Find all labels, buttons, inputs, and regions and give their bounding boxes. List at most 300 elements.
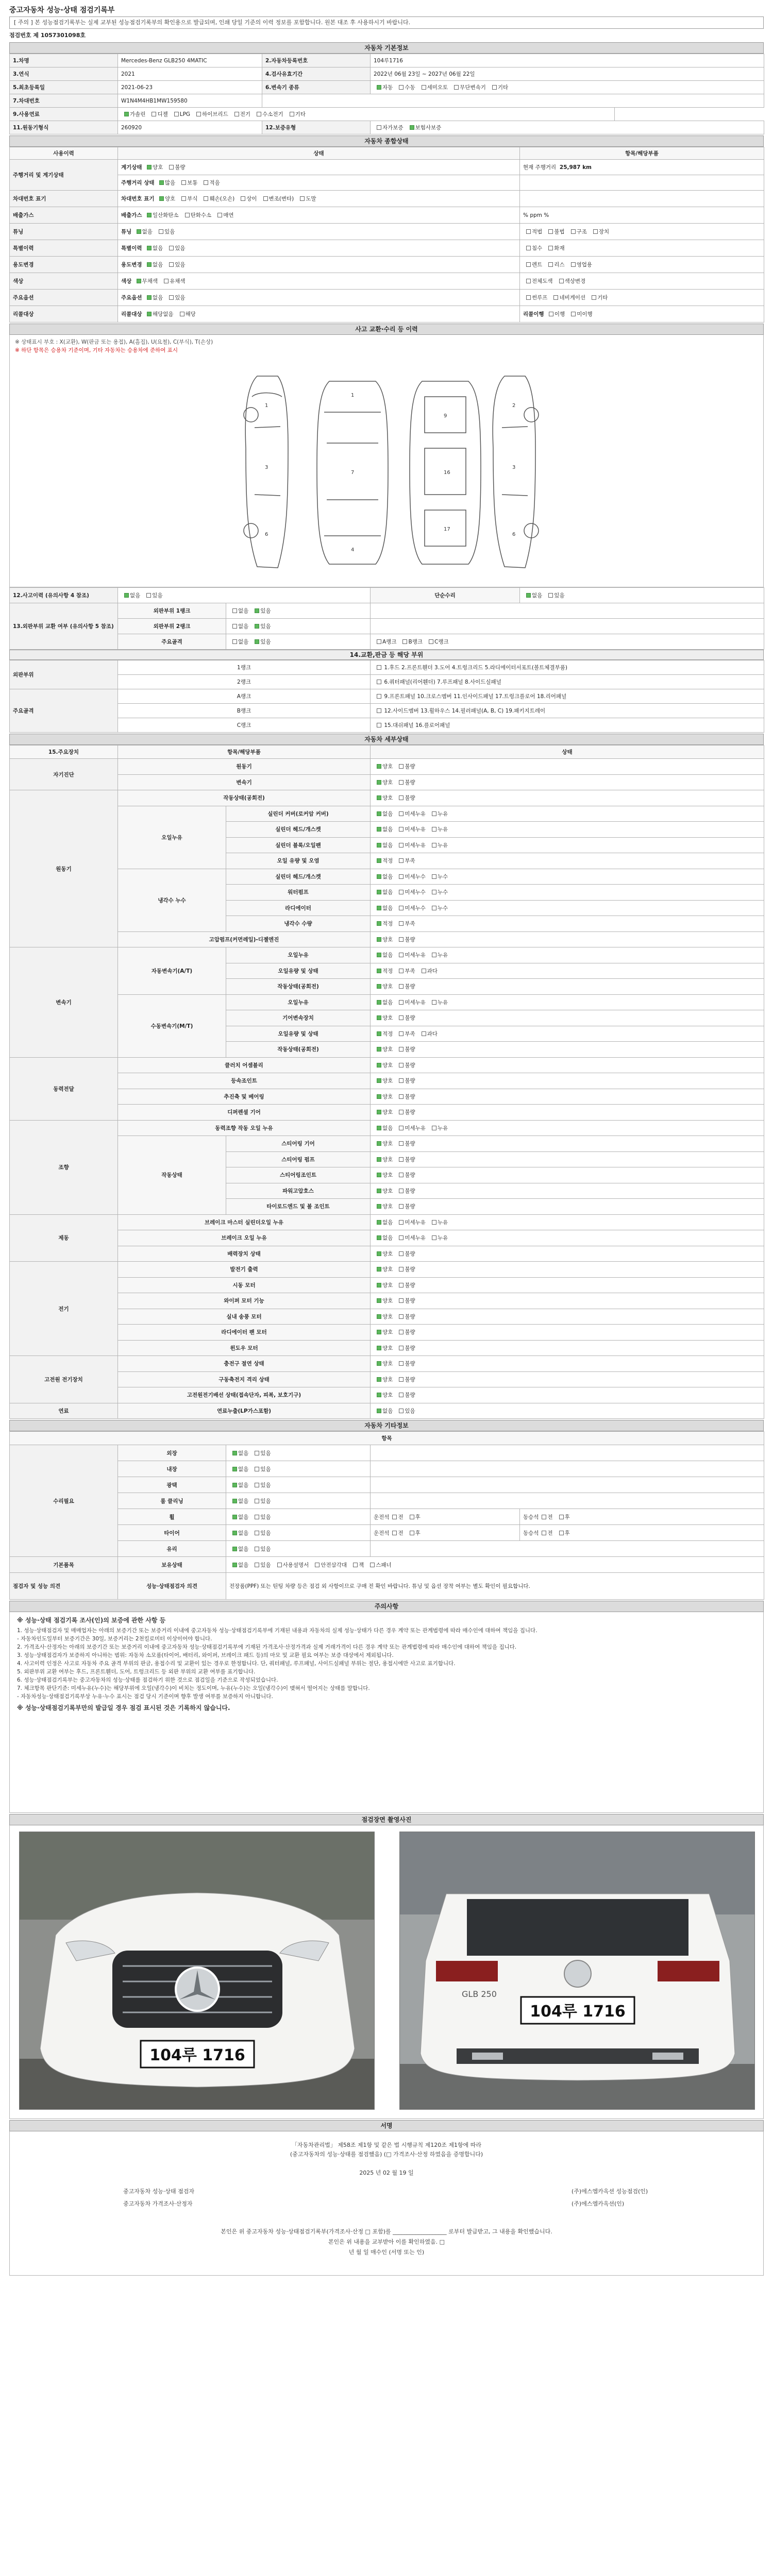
- checkbox-icon: [377, 1189, 381, 1193]
- svg-text:3: 3: [512, 465, 516, 470]
- checkbox-option: 미세누유: [396, 998, 426, 1006]
- etc-row: 수리필요 외장 없음 있음: [10, 1445, 764, 1461]
- checkbox-option: 있음: [251, 622, 271, 630]
- checkbox-icon: [399, 780, 404, 785]
- notes-block: [9, 1612, 764, 1813]
- checkbox-option: 장치: [590, 228, 609, 235]
- checkbox-icon: [255, 624, 259, 629]
- checkbox-icon: [399, 1094, 404, 1099]
- checkbox-option: 적법: [523, 228, 542, 235]
- buyer-date-line: 년 월 일 매수인 (서명 또는 인): [348, 2249, 425, 2256]
- checkbox-icon: [377, 1078, 381, 1083]
- checkbox-icon: [377, 1393, 381, 1397]
- checkbox-icon: [377, 984, 381, 989]
- checkbox-option: 양호: [374, 1281, 393, 1289]
- sign-date: 2025 년 02 월 19 일: [359, 2170, 414, 2176]
- checkbox-icon: [399, 1298, 404, 1303]
- grade-row: C랭크 15.대쉬패널 16.플로어패널: [10, 718, 764, 733]
- checkbox-icon: [399, 1000, 404, 1005]
- checkbox-option: 없음: [374, 1234, 393, 1242]
- rear-photo: [399, 1832, 755, 2110]
- detail-row: 오일유량 및 상태 적정 부족 과다: [10, 963, 764, 979]
- checkbox-icon: [204, 196, 208, 201]
- checkbox-option: 불량: [396, 982, 415, 990]
- checkbox-option: 전: [389, 1529, 403, 1537]
- checkbox-option: 누유: [429, 998, 448, 1006]
- checkbox-icon: [377, 843, 381, 848]
- checkbox-option: 불량: [396, 794, 415, 802]
- checkbox-icon: [526, 262, 531, 267]
- checkbox-icon: [255, 1563, 259, 1567]
- note-line: - 자동차성능·상태점검기록부상 누유·누수 표시는 점검 당시 기준이며 향후 발생 여부를 보증하지 아니합니다.: [17, 1693, 273, 1700]
- basic-row: 3.연식 2021 4.검사유효기간 2022년 06월 23일 ~ 2027년 06월 22일: [10, 67, 764, 81]
- svg-text:4: 4: [351, 547, 355, 553]
- checkbox-icon: [169, 165, 174, 170]
- checkbox-icon: [277, 1563, 282, 1567]
- checkbox-icon: [232, 1467, 237, 1471]
- document-title: 중고자동차 성능·상태 점검기록부: [9, 6, 115, 14]
- detail-row: 디퍼렌셜 기어 양호 불량: [10, 1105, 764, 1121]
- checkbox-option: 안전삼각대: [312, 1561, 347, 1569]
- car-outline-diagram: [226, 366, 546, 577]
- checkbox-icon: [147, 213, 152, 217]
- checkbox-icon: [180, 312, 184, 316]
- checkbox-option: 있음: [251, 1561, 271, 1569]
- checkbox-icon: [232, 1451, 237, 1455]
- checkbox-icon: [232, 1483, 237, 1487]
- cert-no-label: 점검번호: [9, 32, 31, 39]
- checkbox-option: 불량: [396, 1140, 415, 1147]
- svg-text:2: 2: [512, 403, 516, 409]
- checkbox-option: 부족: [396, 857, 415, 865]
- checkbox-option: 없음: [229, 1529, 248, 1537]
- checkbox-option: 있음: [166, 261, 185, 268]
- fuel-options: [118, 108, 615, 121]
- basic-row: 1.차명 Mercedes-Benz GLB250 4MATIC 2.자동차등록번호 104루1716: [10, 54, 764, 67]
- checkbox-icon: [432, 1000, 436, 1005]
- checkbox-icon: [257, 112, 261, 116]
- checkbox-icon: [147, 295, 152, 300]
- rear-badge: GLB 250: [462, 1989, 497, 1999]
- checkbox-option: 후: [556, 1529, 570, 1537]
- checkbox-option: 부족: [396, 1030, 415, 1038]
- checkbox-option: 양호: [374, 1045, 393, 1053]
- checkbox-option: 없음: [374, 1124, 393, 1132]
- checkbox-icon: [377, 890, 381, 894]
- checkbox-icon: [399, 1235, 404, 1240]
- grade-row: B랭크 12.사이드멤버 13.휠하우스 14.필러패널(A, B, C) 19.패키지트레이: [10, 704, 764, 718]
- checkbox-option: 양호: [374, 778, 393, 786]
- detail-row: 워터펌프 없음 미세누수 누수: [10, 885, 764, 901]
- checkbox-option: 없음: [229, 1497, 248, 1505]
- checkbox-option: 전: [539, 1529, 552, 1537]
- checkbox-icon: [377, 795, 381, 800]
- checkbox-icon: [422, 85, 426, 90]
- checkbox-option: 있음: [251, 1497, 271, 1505]
- checkbox-icon: [542, 1531, 546, 1535]
- cert-no-value: 제 1057301098호: [33, 32, 86, 39]
- checkbox-option: 미세누수: [396, 888, 426, 896]
- checkbox-icon: [377, 1000, 381, 1005]
- checkbox-icon: [542, 1515, 546, 1519]
- checkbox-option: 양호: [156, 195, 175, 202]
- checkbox-icon: [399, 1346, 404, 1350]
- basic-row: 9.사용연료 가솔린 디젤 LPG 하이브리드 전기 수소전기 기타: [10, 108, 764, 121]
- checkbox-option: 영업용: [568, 261, 592, 268]
- checkbox-icon: [432, 874, 436, 879]
- checkbox-option: 불량: [396, 936, 415, 943]
- etc-opinion-row: 점검자 및 성능 의견 성능·상태점검자 의견 전장품(PPF) 또는 틴팅 차량 등은 점검 외 사항이므로 구매 전 확인 바랍니다. 튜닝 및 옵션 장착 여부는 별도 확인이 필요합니다.: [10, 1573, 764, 1600]
- checkbox-option: 가솔린: [121, 110, 145, 118]
- checkbox-option: 후: [407, 1513, 421, 1521]
- checkbox-icon: [159, 180, 164, 185]
- checkbox-option: 자동: [374, 83, 393, 91]
- replacement-parts-header: 14.교환,판금 등 해당 부위: [9, 650, 764, 660]
- checkbox-option: 상이: [238, 195, 257, 202]
- checkbox-option: 기타: [589, 294, 608, 301]
- checkbox-icon: [553, 295, 558, 300]
- detail-row: 고압펌프(커먼레일)-디젤엔진 양호 불량: [10, 931, 764, 947]
- note-line: 7. 체크항목 판단기준: 미세누유(누수)는 해당부위에 오일(냉각수)이 비치는 정도이며, 누유(누수)는 오일(냉각수)이 맺혀서 떨어지는 상태를 말합니다.: [17, 1685, 370, 1691]
- checkbox-icon: [377, 1063, 381, 1067]
- checkbox-option: 불량: [396, 778, 415, 786]
- detail-row: 오일 유량 및 오염 적정 부족: [10, 853, 764, 869]
- checkbox-icon: [377, 764, 381, 769]
- detail-row: 기어변속장치 양호 불량: [10, 1010, 764, 1026]
- checkbox-icon: [377, 1409, 381, 1413]
- checkbox-option: 불량: [396, 1077, 415, 1084]
- grade-row: 2랭크 6.쿼터패널(리어휀더) 7.루프패널 8.사이드실패널: [10, 675, 764, 689]
- checkbox-option: 양호: [374, 1328, 393, 1336]
- note-line: - 자동차인도일부터 보증기간은 30일, 보증거리는 2천킬로미터 이상이어야 합니다.: [17, 1636, 212, 1642]
- checkbox-option: 부족: [396, 967, 415, 975]
- etc-info-header: 자동차 기타정보: [9, 1420, 764, 1431]
- notes-final: ※ 성능·상태점검기록부만의 발급일 경우 점검 표시된 것은 기록하지 않습니다.: [17, 1704, 230, 1711]
- general-row: 리콜대상 리콜대상 해당없음 해당 리콜이행 이행 미이행: [10, 306, 764, 323]
- checkbox-option: 과다: [418, 1030, 438, 1038]
- checkbox-option: 양호: [374, 1077, 393, 1084]
- checkbox-option: 없음: [374, 810, 393, 818]
- checkbox-option: 누유: [429, 951, 448, 959]
- checkbox-icon: [571, 262, 576, 267]
- detail-row: 작동상태(공회전) 양호 불량: [10, 979, 764, 995]
- checkbox-icon: [432, 843, 436, 848]
- checkbox-option: 사용설명서: [274, 1561, 309, 1569]
- checkbox-icon: [432, 811, 436, 816]
- checkbox-option: 양호: [374, 1014, 393, 1022]
- checkbox-icon: [399, 811, 404, 816]
- checkbox-icon: [399, 953, 404, 957]
- checkbox-icon: [399, 1141, 404, 1146]
- checkbox-option: 없음: [374, 998, 393, 1006]
- damage-legend-note: ※ 하단 항목은 승용차 기준이며, 기타 자동차는 승용차에 준하여 표시: [15, 347, 178, 353]
- note-line: 4. 사고이력 인정은 사고로 자동차 주요 골격 부위의 판금, 용접수리 및 교환이 있는 경우로 한정합니다. 단, 쿼터패널, 루프패널, 사이드실패널 부위는 절단, 용접시에만 사고로 표기합니다.: [17, 1660, 456, 1667]
- checkbox-option: 이행: [546, 310, 565, 318]
- checkbox-icon: [174, 112, 179, 116]
- checkbox-icon: [399, 85, 404, 90]
- checkbox-option: 없음: [374, 873, 393, 880]
- detail-row: 전기 발전기 출력 양호 불량: [10, 1262, 764, 1278]
- general-row: 튜닝 튜닝 없음 있음 적법 불법 구조 장치: [10, 224, 764, 240]
- detail-row: 변속기 자동변속기(A/T) 오일누유 없음 미세누유 누유: [10, 947, 764, 963]
- checkbox-icon: [432, 1126, 436, 1130]
- checkbox-icon: [392, 1515, 397, 1519]
- checkbox-icon: [432, 906, 436, 910]
- checkbox-option: 적정: [374, 920, 393, 927]
- general-row: 차대번호 표기 차대번호 표기 양호 부식 훼손(오손) 상이 변조(변타) 도말: [10, 191, 764, 207]
- checkbox-option: 훼손(오손): [200, 195, 234, 202]
- checkbox-option: 적정: [374, 857, 393, 865]
- detail-row: 자기진단 원동기 양호 불량: [10, 759, 764, 775]
- checkbox-option: 있음: [156, 228, 175, 235]
- checkbox-option: 불량: [396, 1360, 415, 1367]
- checkbox-icon: [526, 279, 531, 283]
- checkbox-option: 전: [539, 1513, 552, 1521]
- checkbox-option: 과다: [418, 967, 438, 975]
- sign-header: 서명: [9, 2120, 764, 2131]
- checkbox-option: 디젤: [148, 110, 167, 118]
- checkbox-option: 색상변경: [556, 277, 586, 285]
- checkbox-icon: [377, 1251, 381, 1256]
- checkbox-icon: [377, 811, 381, 816]
- checkbox-icon: [377, 85, 381, 90]
- photos-header: 점검장면 촬영사진: [9, 1814, 764, 1825]
- checkbox-option: 양호: [374, 1344, 393, 1352]
- detail-row: 윈도우 모터 양호 불량: [10, 1340, 764, 1356]
- etc-row: 유리 없음 있음: [10, 1541, 764, 1557]
- checkbox-icon: [399, 969, 404, 973]
- checkbox-icon: [232, 1563, 237, 1567]
- checkbox-option: 있음: [396, 1407, 415, 1415]
- checkbox-option: 잭: [350, 1561, 364, 1569]
- accident-row: 외판부위 2랭크 없음 있음: [10, 619, 764, 634]
- checkbox-icon: [377, 1330, 381, 1334]
- checkbox-option: 없음: [374, 841, 393, 849]
- checkbox-icon: [377, 1346, 381, 1350]
- checkbox-icon: [399, 1361, 404, 1366]
- note-line: 6. 성능·상태점검기록부는 중고자동차의 성능·상태를 점검하기 위한 것으로 점검일을 기준으로 작성되었습니다.: [17, 1677, 278, 1683]
- checkbox-icon: [217, 213, 222, 217]
- etc-info-table: [9, 1431, 764, 1600]
- checkbox-icon: [526, 229, 531, 234]
- checkbox-option: 불량: [396, 1281, 415, 1289]
- checkbox-icon: [377, 953, 381, 957]
- checkbox-icon: [399, 1330, 404, 1334]
- checkbox-icon: [164, 279, 169, 283]
- checkbox-option: 없음: [133, 228, 153, 235]
- checkbox-icon: [399, 1314, 404, 1319]
- checkbox-icon: [399, 764, 404, 769]
- checkbox-option: 있음: [166, 294, 185, 301]
- detail-row: 추진축 및 베어링 양호 불량: [10, 1089, 764, 1105]
- rear-plate-text: 104루 1716: [530, 2003, 626, 2021]
- checkbox-option: 불량: [396, 1187, 415, 1195]
- checkbox-option: 미세누유: [396, 951, 426, 959]
- checkbox-icon: [593, 229, 598, 234]
- damage-legend: ※ 상태표시 부호 : X(교환), W(판금 또는 용접), A(흠집), U(요철), C(부식), T(손상): [15, 339, 213, 345]
- checkbox-option: 리스: [545, 261, 564, 268]
- checkbox-option: LPG: [171, 111, 190, 117]
- checkbox-icon: [392, 1531, 397, 1535]
- detail-row: 스티어링조인트 양호 불량: [10, 1167, 764, 1183]
- checkbox-icon: [559, 1531, 564, 1535]
- checkbox-icon: [377, 827, 381, 832]
- checkbox-option: 불량: [396, 1202, 415, 1210]
- checkbox-option: 미이행: [568, 310, 592, 318]
- detail-row: 브레이크 오일 누유 없음 미세누유 누유: [10, 1230, 764, 1246]
- checkbox-icon: [152, 112, 156, 116]
- checkbox-icon: [377, 680, 381, 684]
- checkbox-icon: [232, 624, 237, 629]
- checkbox-option: 누수: [429, 904, 448, 912]
- checkbox-icon: [454, 85, 459, 90]
- checkbox-icon: [232, 608, 237, 613]
- detail-row: 구동축전지 격리 상태 양호 불량: [10, 1371, 764, 1387]
- svg-text:6: 6: [265, 532, 268, 537]
- sign-block: [9, 2131, 764, 2276]
- detail-row: 배력장치 상태 양호 불량: [10, 1246, 764, 1262]
- general-row: 용도변경 용도변경 없음 있음 렌트 리스 영업용: [10, 257, 764, 273]
- checkbox-option: 네비게이션: [550, 294, 585, 301]
- checkbox-option: 양호: [374, 1360, 393, 1367]
- checkbox-icon: [255, 1515, 259, 1519]
- checkbox-option: 미세누유: [396, 810, 426, 818]
- detail-row: 실내 송풍 모터 양호 불량: [10, 1309, 764, 1325]
- checkbox-icon: [255, 1499, 259, 1503]
- checkbox-icon: [410, 1531, 414, 1535]
- checkbox-option: 일산화탄소: [144, 211, 179, 219]
- checkbox-icon: [377, 1031, 381, 1036]
- checkbox-icon: [399, 890, 404, 894]
- checkbox-option: 양호: [144, 163, 163, 171]
- checkbox-icon: [399, 1126, 404, 1130]
- detail-row: 작동상태 스티어링 기어 양호 불량: [10, 1136, 764, 1152]
- checkbox-icon: [370, 1563, 375, 1567]
- checkbox-icon: [571, 312, 576, 316]
- checkbox-option: 미세누유: [396, 1218, 426, 1226]
- general-state-table: [9, 147, 764, 323]
- basic-row: 5.최초등록일 2021-06-23 6.변속기 종류 자동 수동 세미오토 무단변속기 기타: [10, 81, 764, 94]
- general-row: 특별이력 특별이력 없음 있음 침수 화재: [10, 240, 764, 257]
- checkbox-option: 없음: [121, 591, 140, 599]
- checkbox-option: 있음: [251, 1481, 271, 1489]
- checkbox-option: 양호: [374, 1187, 393, 1195]
- checkbox-option: 누유: [429, 810, 448, 818]
- checkbox-option: 양호: [374, 1202, 393, 1210]
- checkbox-icon: [377, 1047, 381, 1052]
- checkbox-icon: [399, 1015, 404, 1020]
- detail-row: 조향 동력조향 작동 오일 누유 없음 미세누유 누유: [10, 1120, 764, 1136]
- car-damage-diagram: [9, 335, 764, 587]
- basic-info-header: 자동차 기본정보: [9, 42, 764, 54]
- checkbox-icon: [377, 906, 381, 910]
- etc-basic-row: 기본품목 보유상태 없음 있음 사용설명서 안전삼각대 잭 스패너: [10, 1557, 764, 1573]
- checkbox-icon: [410, 1515, 414, 1519]
- checkbox-icon: [255, 1483, 259, 1487]
- checkbox-icon: [377, 1094, 381, 1099]
- sign-line-2: (중고자동차의 성능·상태를 점검했음) (□ 가격조사·산정 하였음을 증명합니다): [290, 2151, 483, 2158]
- checkbox-icon: [377, 665, 381, 670]
- checkbox-icon: [399, 1267, 404, 1272]
- checkbox-option: 불량: [396, 1061, 415, 1069]
- detail-row: 실린더 헤드/개스켓 없음 미세누유 누유: [10, 822, 764, 838]
- checkbox-option: 적정: [374, 967, 393, 975]
- checkbox-icon: [549, 312, 553, 316]
- checkbox-option: 없음: [144, 294, 163, 301]
- checkbox-icon: [377, 937, 381, 942]
- svg-text:1: 1: [351, 393, 355, 398]
- detail-row: 연료 연료누출(LP가스포함) 없음 있음: [10, 1403, 764, 1419]
- checkbox-option: 불량: [396, 1045, 415, 1053]
- checkbox-icon: [353, 1563, 358, 1567]
- checkbox-option: 없음: [374, 904, 393, 912]
- checkbox-icon: [255, 1451, 259, 1455]
- general-row: 색상 색상 무채색 유채색 전체도색 색상변경: [10, 273, 764, 290]
- checkbox-icon: [232, 1515, 237, 1519]
- checkbox-icon: [432, 890, 436, 894]
- checkbox-option: 없음: [144, 261, 163, 268]
- checkbox-option: 누유: [429, 1234, 448, 1242]
- checkbox-icon: [234, 112, 239, 116]
- checkbox-icon: [548, 229, 553, 234]
- detail-row: 동력전달 클러치 어셈블리 양호 불량: [10, 1057, 764, 1073]
- detail-row: 고전원 전기장치 충전구 절연 상태 양호 불량: [10, 1356, 764, 1372]
- checkbox-icon: [377, 780, 381, 785]
- checkbox-option: 후: [556, 1513, 570, 1521]
- checkbox-icon: [377, 1361, 381, 1366]
- etc-row: 광택 없음 있음: [10, 1477, 764, 1493]
- checkbox-option: 양호: [374, 1156, 393, 1163]
- svg-text:6: 6: [512, 532, 516, 537]
- checkbox-option: 양호: [374, 794, 393, 802]
- checkbox-option: 불량: [396, 1265, 415, 1273]
- checkbox-option: 구조: [568, 228, 587, 235]
- general-row: 배출가스 배출가스 일산화탄소 탄화수소 매연 % ppm %: [10, 207, 764, 224]
- checkbox-option: 있음: [251, 1449, 271, 1457]
- checkbox-option: 양호: [374, 1093, 393, 1100]
- checkbox-option: 양호: [374, 1313, 393, 1320]
- checkbox-option: 누유: [429, 825, 448, 833]
- checkbox-option: 없음: [229, 1561, 248, 1569]
- checkbox-option: 적음: [200, 179, 220, 187]
- checkbox-icon: [124, 593, 129, 598]
- pricer-value: (주)에스엠카옥션(인): [572, 2200, 625, 2207]
- checkbox-option: 불량: [396, 1156, 415, 1163]
- checkbox-icon: [432, 827, 436, 832]
- checkbox-icon: [147, 262, 152, 267]
- checkbox-icon: [196, 112, 201, 116]
- checkbox-option: 있음: [251, 607, 271, 615]
- svg-text:1: 1: [265, 403, 268, 409]
- checkbox-option: 미세누수: [396, 904, 426, 912]
- checkbox-option: 전체도색: [523, 277, 553, 285]
- checkbox-option: 해당없음: [144, 310, 174, 318]
- checkbox-option: 불량: [396, 1344, 415, 1352]
- checkbox-option: 없음: [144, 244, 163, 252]
- checkbox-option: 기타: [287, 110, 306, 118]
- detail-row: 타이로드엔드 및 볼 조인트 양호 불량: [10, 1199, 764, 1215]
- checkbox-icon: [377, 858, 381, 863]
- checkbox-icon: [263, 196, 268, 201]
- checkbox-icon: [526, 246, 531, 250]
- checkbox-icon: [592, 295, 596, 300]
- checkbox-icon: [526, 593, 531, 598]
- checkbox-icon: [377, 639, 381, 644]
- inspector-opinion: 전장품(PPF) 또는 틴팅 차량 등은 점검 외 사항이므로 구매 전 확인 바랍니다. 튜닝 및 옵션 장착 여부는 별도 확인이 필요합니다.: [226, 1573, 764, 1600]
- checkbox-icon: [399, 937, 404, 942]
- detail-state-table: [9, 745, 764, 1419]
- checkbox-icon: [232, 1499, 237, 1503]
